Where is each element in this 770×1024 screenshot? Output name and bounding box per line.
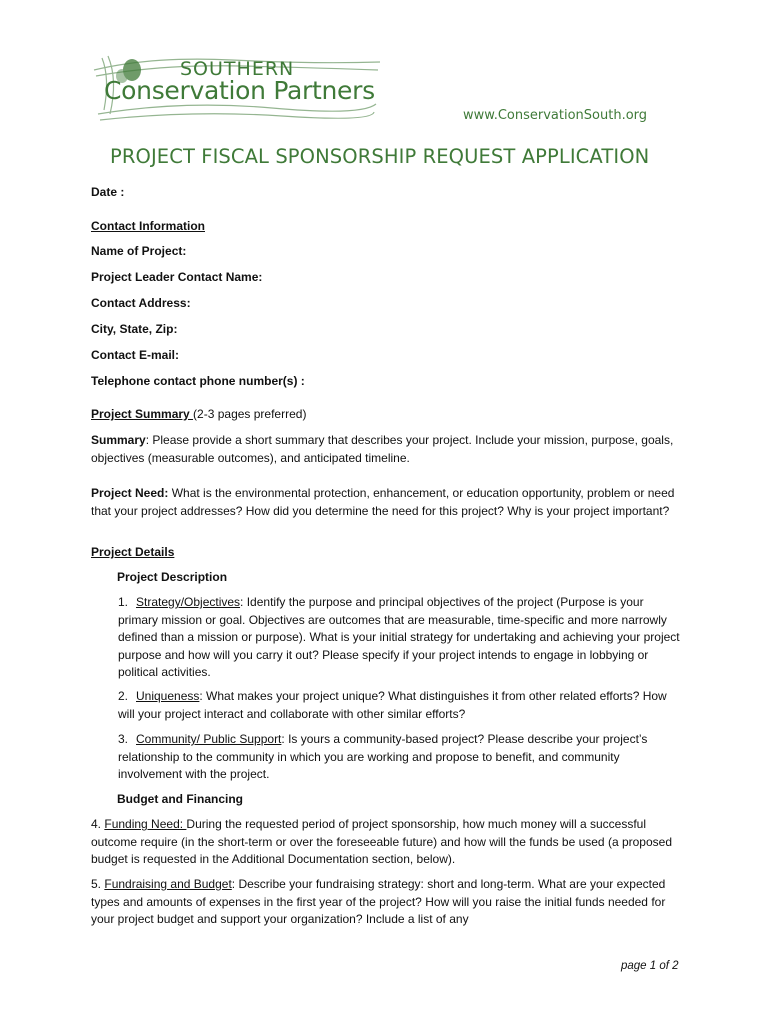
leader-label: Project Leader Contact Name:: [91, 270, 263, 284]
logo-top-text: SOUTHERN: [180, 58, 295, 80]
item-label: Funding Need:: [104, 817, 187, 831]
summary-note: (2-3 pages preferred): [193, 407, 307, 421]
description-heading: Project Description: [117, 570, 228, 584]
date-label: Date :: [91, 185, 125, 199]
details-heading: Project Details: [91, 545, 175, 559]
item-number: 1.: [118, 595, 129, 609]
summary-heading-row: [91, 406, 306, 424]
project-name-label: Name of Project:: [91, 244, 187, 258]
list-item: [118, 731, 683, 784]
summary-paragraph: [91, 432, 681, 467]
list-item: [91, 876, 681, 929]
phone-label: Telephone contact phone number(s) :: [91, 374, 305, 388]
email-label: Contact E-mail:: [91, 348, 180, 362]
need-text: What is the environmental protection, enhancement, or education opportunity, problem or need that your project addresses? How did you determine the need for this project? Why is your project important?: [91, 486, 675, 518]
item-label: Uniqueness: [136, 689, 200, 703]
website-link[interactable]: www.ConservationSouth.org: [463, 108, 648, 123]
summary-label: Summary: [91, 433, 146, 447]
item-number: 5.: [91, 877, 102, 891]
item-label: Strategy/Objectives: [136, 595, 241, 609]
need-label: Project Need:: [91, 486, 169, 500]
list-item: [91, 816, 681, 869]
list-item: [118, 688, 683, 723]
item-label: Community/ Public Support: [136, 732, 282, 746]
need-paragraph: [91, 485, 681, 520]
logo-main-text: Conservation Partners: [104, 76, 375, 105]
address-label: Contact Address:: [91, 296, 191, 310]
summary-text: : Please provide a short summary that describes your project. Include your mission, purpose, goals, objectives (measurable outcomes), and anticipated timeline.: [91, 433, 674, 465]
item-text: During the requested period of project sponsorship, how much money will a successful outcome require (in the short-term or over the foreseeable future) and how will the funds be used (a proposed budget is requested in the Additional Documentation section, below).: [91, 817, 672, 866]
item-text: : Identify the purpose and principal objectives of the project (Purpose is your primary mission or goal. Objectives are outcomes that are measurable, time-specific and more narrowly defined than a mission or purpose). What is your initial strategy for undertaking and achieving your project purpose and how will you carry it out? Please specify if your project intends to engage in lobbying or political activities.: [118, 595, 680, 679]
item-number: 4.: [91, 817, 102, 831]
item-number: 2.: [118, 689, 129, 703]
item-text: : Describe your fundraising strategy: short and long-term. What are your expected types and amounts of expenses in the first year of the project? How will you raise the initial funds needed for your project budget and support your organization? Include a list of any: [91, 877, 666, 926]
item-label: Fundraising and Budget: [104, 877, 232, 891]
budget-heading: Budget and Financing: [117, 792, 243, 806]
list-item: [118, 594, 683, 682]
city-label: City, State, Zip:: [91, 322, 178, 336]
item-number: 3.: [118, 732, 129, 746]
page-title: PROJECT FISCAL SPONSORSHIP REQUEST APPLICATION: [110, 145, 650, 168]
contact-heading: Contact Information: [91, 219, 205, 233]
summary-heading: Project Summary: [91, 407, 194, 421]
item-text: : Is yours a community-based project? Please describe your project’s relationship to the community in which you are working and propose to benefit, and community involvement with the project.: [118, 732, 648, 781]
item-text: : What makes your project unique? What distinguishes it from other related efforts? How will your project interact and collaborate with other similar efforts?: [118, 689, 667, 721]
page-number: page 1 of 2: [621, 960, 679, 972]
